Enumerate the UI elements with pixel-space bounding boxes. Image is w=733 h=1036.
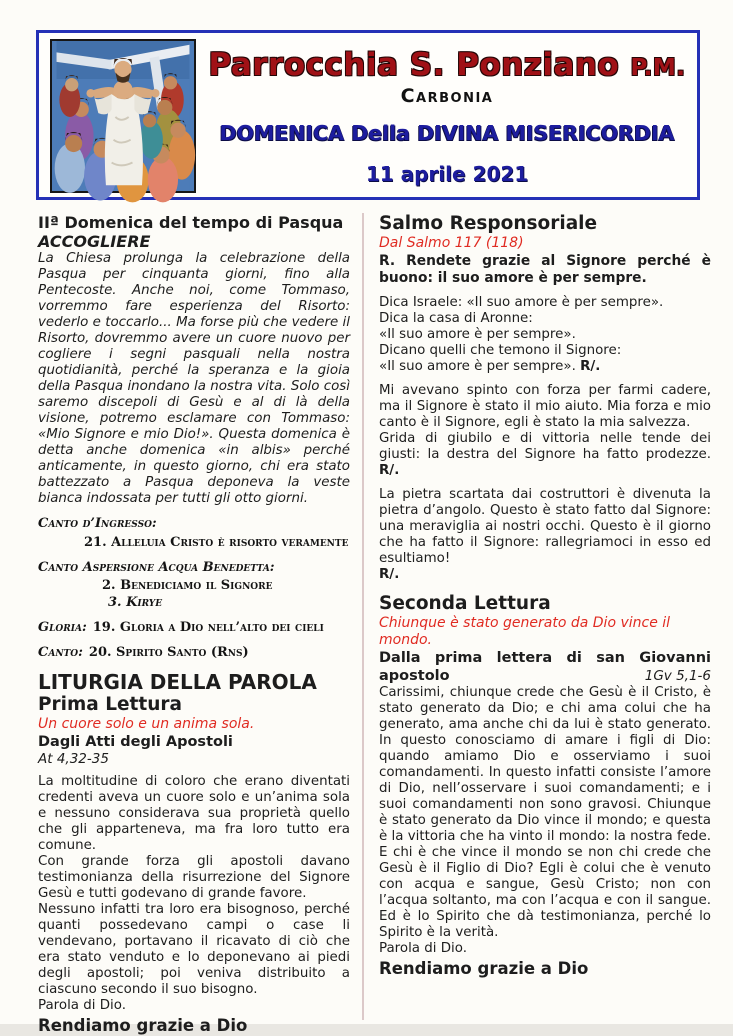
salmo-strophe-2 (379, 383, 711, 479)
seconda-lettura-source: Dalla prima lettera di san Giovanni (379, 650, 711, 666)
canto-label: Canto: (38, 645, 83, 660)
canto-ingresso-label: Canto d’Ingresso: (38, 516, 157, 531)
resurrection-painting-svg (52, 41, 194, 191)
intro-heading: IIª Domenica del tempo di Pasqua (38, 213, 344, 232)
seconda-lettura-reference: 1Gv 5,1-6 (644, 668, 711, 684)
prima-lettura-paragraph: Nessuno infatti tra loro era bisognoso, perché quanti possedevano campi o case li vendevano, portavano il ricavato di ciò che era stato venduto e lo deponevano ai piedi degli apostoli; poi veniva distribuito a ciascuno secondo il suo bisogno. (38, 902, 350, 997)
salmo-strophe-1 (379, 295, 711, 375)
canto-aspersione-item-1: 2. Benediciamo il Signore (102, 578, 273, 593)
seconda-lettura-subtitle: Chiunque è stato generato da Dio vince il mondo. (379, 615, 671, 648)
intro-title: ACCOGLIERE (38, 232, 151, 251)
salmo-refrain: R. Rendete grazie al Signore perché è buono: il suo amore è per sempre. (379, 253, 711, 286)
salmo-verse-with-response (379, 431, 711, 479)
salmo-source: Dal Salmo 117 (118) (379, 235, 524, 251)
canto-gloria-row (38, 620, 350, 636)
salmo-verse: Grida di giubilo e di vittoria nelle tende dei giusti: la destra del Signore ha fatto prodezze. (379, 431, 711, 462)
content-columns (38, 213, 711, 1035)
prima-lettura-subtitle: Un cuore solo e un anima sola. (38, 716, 255, 732)
salmo-line: Dica Israele: «Il suo amore è per sempre». (379, 295, 664, 310)
salmo-verse: Mi avevano spinto con forza per farmi cadere, ma il Signore è stato il mio aiuto. Mia forza e mio canto è il Signore, egli è stato la mia salvezza. (379, 383, 711, 430)
salmo-strophe-3 (379, 487, 711, 583)
seconda-word-of-god: Parola di Dio. (379, 941, 467, 956)
prima-word-of-god: Parola di Dio. (38, 998, 126, 1013)
response-marker: R/. (379, 463, 400, 478)
canto-aspersione-label: Canto Aspersione Acqua Benedetta: (38, 560, 275, 575)
salmo-line-with-response (379, 359, 711, 375)
prima-lettura-reference: At 4,32-35 (38, 751, 109, 767)
salmo-heading: Salmo Responsoriale (379, 213, 598, 234)
gloria-item: 19. Gloria a Dio nell’alto dei cieli (92, 620, 324, 635)
right-column (364, 213, 711, 1020)
canto-spirito-row (38, 645, 350, 661)
parish-title (201, 48, 693, 85)
salmo-line: Dicano quelli che temono il Signore: (379, 343, 622, 358)
prima-lettura-paragraph: La moltitudine di coloro che erano diventati credenti aveva un cuore solo e un’anima sola e nessuno considerava sua proprietà quello che gli apparteneva, ma fra loro tutto era comune. (38, 774, 350, 853)
salmo-verse: La pietra scartata dai costruttori è divenuta la pietra d’angolo. Questo è stato fatto dal Signore: una meraviglia ai nostri occhi. Questo è il giorno che ha fatto il Signore: rallegriamoci in esso ed esultiamo! (379, 487, 711, 566)
prima-lettura-paragraph: Con grande forza gli apostoli davano testimonianza della risurrezione del Signore Gesù e tutti godevano di grande favore. (38, 854, 350, 901)
canto-ingresso-item: 21. Alleluia Cristo è risorto veramente (84, 535, 349, 550)
salmo-line: «Il suo amore è per sempre». (379, 359, 576, 374)
seconda-acclamation: Rendiamo grazie a Dio (379, 959, 589, 978)
parish-city: Carbonia (400, 85, 494, 107)
seconda-lettura-heading: Seconda Lettura (379, 593, 551, 614)
parish-title-text: Parrocchia S. Ponziano (208, 47, 620, 83)
response-marker: R/. (379, 567, 400, 582)
feast-title: DOMENICA Della DIVINA MISERICORDIA (219, 121, 675, 145)
resurrection-image (50, 39, 196, 193)
canto-item: 20. Spirito Santo (Rns) (88, 645, 249, 660)
header-text (201, 33, 693, 197)
response-marker: R/. (580, 359, 601, 374)
prima-acclamation: Rendiamo grazie a Dio (38, 1016, 248, 1035)
seconda-lettura-body: Carissimi, chiunque crede che Gesù è il Cristo, è stato generato da Dio; e chi ama colui che ha generato, ama anche chi da lui è stato generato. In questo conosciamo di amare i figli di Dio: quando amiamo Dio e osserviamo i suoi comandamenti. In questo infatti consiste l’amore di Dio, nell’osservare i suoi comandamenti; e i suoi comandamenti non sono gravosi. Chiunque è stato generato da Dio vince il mondo; e questa è la vittoria che ha vinto il mondo: la nostra fede. E chi è che vince il mondo se non chi crede che Gesù è il Figlio di Dio? Egli è colui che è venuto con acqua e sangue, Gesù Cristo; non con l’acqua soltanto, ma con l’acqua e con il sangue. Ed è lo Spirito che dà testimonianza, perché lo Spirito è la verità. (379, 685, 711, 940)
prima-lettura-source: Dagli Atti degli Apostoli (38, 734, 233, 750)
feast-date: 11 aprile 2021 (365, 162, 529, 186)
left-column (38, 213, 362, 1035)
seconda-lettura-source-word: apostolo (379, 668, 450, 684)
seconda-lettura-source-row (379, 667, 711, 685)
gloria-label: Gloria: (38, 620, 87, 635)
canto-aspersione-item-2: 3. Kirye (108, 595, 163, 610)
header (36, 30, 700, 200)
salmo-line: Dica la casa di Aronne: (379, 311, 533, 326)
salmo-line: «Il suo amore è per sempre». (379, 327, 576, 342)
liturgia-heading: LITURGIA DELLA PAROLA (38, 670, 317, 694)
intro-text: La Chiesa prolunga la celebrazione della Pasqua per cinquanta giorni, fino alla Pentecoste. Anche noi, come Tommaso, vorremmo fare esperienza del Risorto: vederlo e toccarlo... Ma forse più che vedere il Risorto, dovremmo avere un cuore nuovo per cogliere i segni pasquali nella nostra quotidianità, perché la speranza e la gioia della Pasqua inondano la nostra vita. Solo così saremo discepoli di Gesù e al di là della visione, potremo esclamare con Tommaso: «Mio Signore e mio Dio!». Questa domenica è detta anche domenica «in albis» perché anticamente, in questo giorno, chi era stato battezzato a Pasqua deponeva la veste bianca indossata per tutti gli otto giorni. (38, 251, 350, 506)
prima-lettura-heading: Prima Lettura (38, 694, 183, 715)
parish-title-abbr: P.M. (630, 55, 686, 81)
